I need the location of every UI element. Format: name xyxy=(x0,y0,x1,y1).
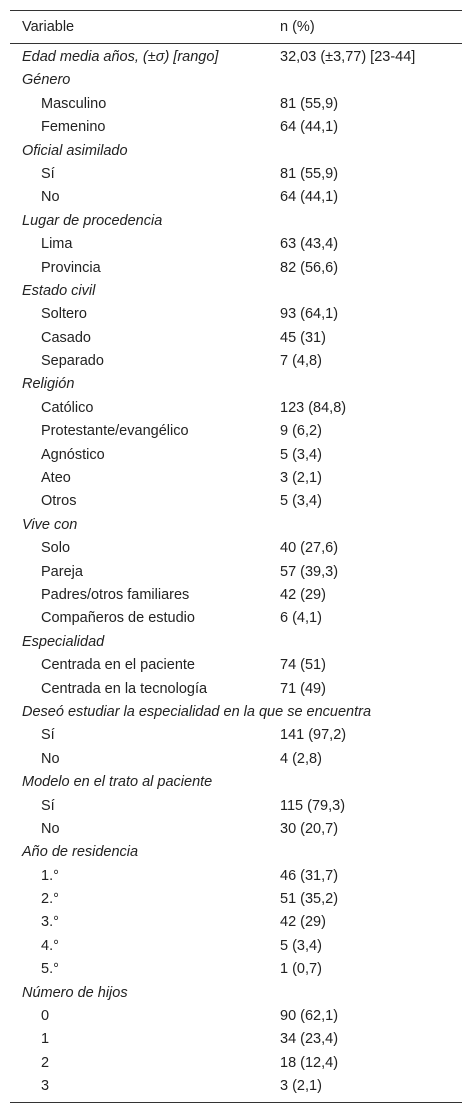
row-label: 3 xyxy=(41,1078,50,1095)
row-value: 5 (3,4) xyxy=(280,937,322,954)
row-label: Estado civil xyxy=(22,282,96,299)
bottom-rule xyxy=(10,1102,462,1103)
section-row xyxy=(10,841,462,864)
row-label: Provincia xyxy=(41,259,101,276)
row-value: 81 (55,9) xyxy=(280,165,339,182)
row-label: Número de hijos xyxy=(22,984,128,1001)
row-value: 123 (84,8) xyxy=(280,399,347,416)
row-value: 5 (3,4) xyxy=(280,493,322,510)
row-label: Soltero xyxy=(41,306,87,323)
section-row xyxy=(10,46,462,69)
table-row xyxy=(10,93,462,116)
row-label: 5.° xyxy=(41,961,59,978)
table-header xyxy=(10,11,462,44)
section-row xyxy=(10,280,462,303)
row-value: 71 (49) xyxy=(280,680,326,697)
row-label: Otros xyxy=(41,493,77,510)
row-value: 64 (44,1) xyxy=(280,119,339,136)
table-row xyxy=(10,186,462,209)
row-value: 34 (23,4) xyxy=(280,1031,339,1048)
row-label: Casado xyxy=(41,329,91,346)
row-value: 141 (97,2) xyxy=(280,727,347,744)
row-value: 3 (2,1) xyxy=(280,470,322,487)
row-value: 90 (62,1) xyxy=(280,1008,339,1025)
row-label: Femenino xyxy=(41,119,106,136)
row-label: No xyxy=(41,750,60,767)
table-row xyxy=(10,654,462,677)
row-value: 51 (35,2) xyxy=(280,891,339,908)
row-label: Solo xyxy=(41,540,71,557)
row-label: 4.° xyxy=(41,937,59,954)
row-label: Religión xyxy=(22,376,75,393)
row-label: Especialidad xyxy=(22,633,105,650)
row-label: Protestante/evangélico xyxy=(41,423,189,440)
row-label: Compañeros de estudio xyxy=(41,610,195,627)
table-row xyxy=(10,795,462,818)
table-row xyxy=(10,1075,462,1098)
row-label: Sí xyxy=(41,165,55,182)
row-value: 57 (39,3) xyxy=(280,563,339,580)
row-label: Sí xyxy=(41,727,55,744)
row-label: Padres/otros familiares xyxy=(41,586,190,603)
table-row xyxy=(10,397,462,420)
table-row xyxy=(10,865,462,888)
row-label: 1 xyxy=(41,1031,50,1048)
section-row xyxy=(10,771,462,794)
section-row xyxy=(10,373,462,396)
row-label: Pareja xyxy=(41,563,83,580)
row-label: Ateo xyxy=(41,470,71,487)
table-row xyxy=(10,935,462,958)
table-row xyxy=(10,888,462,911)
row-label: No xyxy=(41,820,60,837)
row-value: 45 (31) xyxy=(280,329,326,346)
table-row xyxy=(10,420,462,443)
table-row xyxy=(10,116,462,139)
row-label: Lugar de procedencia xyxy=(22,212,163,229)
table-row xyxy=(10,818,462,841)
row-label: Separado xyxy=(41,353,104,370)
row-value: 63 (43,4) xyxy=(280,236,339,253)
row-label: Católico xyxy=(41,399,94,416)
section-row xyxy=(10,514,462,537)
row-label: Oficial asimilado xyxy=(22,142,128,159)
table-row xyxy=(10,537,462,560)
row-label: 2 xyxy=(41,1054,50,1071)
row-label: Modelo en el trato al paciente xyxy=(22,774,213,791)
row-label: Año de residencia xyxy=(22,844,139,861)
row-value: 5 (3,4) xyxy=(280,446,322,463)
section-row xyxy=(10,69,462,92)
table-row xyxy=(10,303,462,326)
row-value: 42 (29) xyxy=(280,914,326,931)
row-label: 2.° xyxy=(41,891,59,908)
table-row xyxy=(10,958,462,981)
row-label: 3.° xyxy=(41,914,59,931)
section-row xyxy=(10,631,462,654)
row-label: Centrada en el paciente xyxy=(41,657,195,674)
row-value: 82 (56,6) xyxy=(280,259,339,276)
row-label: Edad media años, (±σ) [rango] xyxy=(22,49,219,65)
table-body xyxy=(10,46,462,1099)
table-row xyxy=(10,561,462,584)
table-row xyxy=(10,257,462,280)
table-row xyxy=(10,163,462,186)
header-n-percent: n (%) xyxy=(280,19,315,35)
row-value: 6 (4,1) xyxy=(280,610,322,627)
table-row xyxy=(10,350,462,373)
table-row xyxy=(10,327,462,350)
table-row xyxy=(10,911,462,934)
row-value: 30 (20,7) xyxy=(280,820,339,837)
row-value: 7 (4,8) xyxy=(280,353,322,370)
row-value: 74 (51) xyxy=(280,657,326,674)
row-label: Sí xyxy=(41,797,55,814)
table-row xyxy=(10,678,462,701)
section-row xyxy=(10,210,462,233)
row-label: Vive con xyxy=(22,516,78,533)
row-label: No xyxy=(41,189,60,206)
row-value: 81 (55,9) xyxy=(280,95,339,112)
section-row xyxy=(10,140,462,163)
header-variable: Variable xyxy=(22,19,75,35)
row-value: 46 (31,7) xyxy=(280,867,339,884)
section-row xyxy=(10,982,462,1005)
row-label: Centrada en la tecnología xyxy=(41,680,208,697)
table-row xyxy=(10,1028,462,1051)
table-row xyxy=(10,490,462,513)
row-label: 1.° xyxy=(41,867,59,884)
row-label: Agnóstico xyxy=(41,446,105,463)
row-value: 32,03 (±3,77) [23-44] xyxy=(280,49,416,65)
row-label: 0 xyxy=(41,1008,50,1025)
row-value: 115 (79,3) xyxy=(280,797,346,814)
row-label: Masculino xyxy=(41,95,107,112)
row-value: 3 (2,1) xyxy=(280,1078,322,1095)
row-value: 40 (27,6) xyxy=(280,540,339,557)
data-table xyxy=(10,10,462,1103)
table-row xyxy=(10,607,462,630)
row-value: 42 (29) xyxy=(280,586,326,603)
row-value: 93 (64,1) xyxy=(280,306,339,323)
table-row xyxy=(10,1005,462,1028)
row-label: Deseó estudiar la especialidad en la que se encuentra xyxy=(22,703,372,720)
row-value: 64 (44,1) xyxy=(280,189,339,206)
section-row xyxy=(10,701,462,724)
table-row xyxy=(10,724,462,747)
row-label: Género xyxy=(22,72,71,89)
row-label: Lima xyxy=(41,236,73,253)
table-row xyxy=(10,444,462,467)
row-value: 9 (6,2) xyxy=(280,423,322,440)
row-value: 4 (2,8) xyxy=(280,750,322,767)
row-value: 18 (12,4) xyxy=(280,1054,339,1071)
table-row xyxy=(10,1052,462,1075)
table-row xyxy=(10,467,462,490)
table-row xyxy=(10,584,462,607)
table-row xyxy=(10,233,462,256)
row-value: 1 (0,7) xyxy=(280,961,322,978)
table-row xyxy=(10,748,462,771)
